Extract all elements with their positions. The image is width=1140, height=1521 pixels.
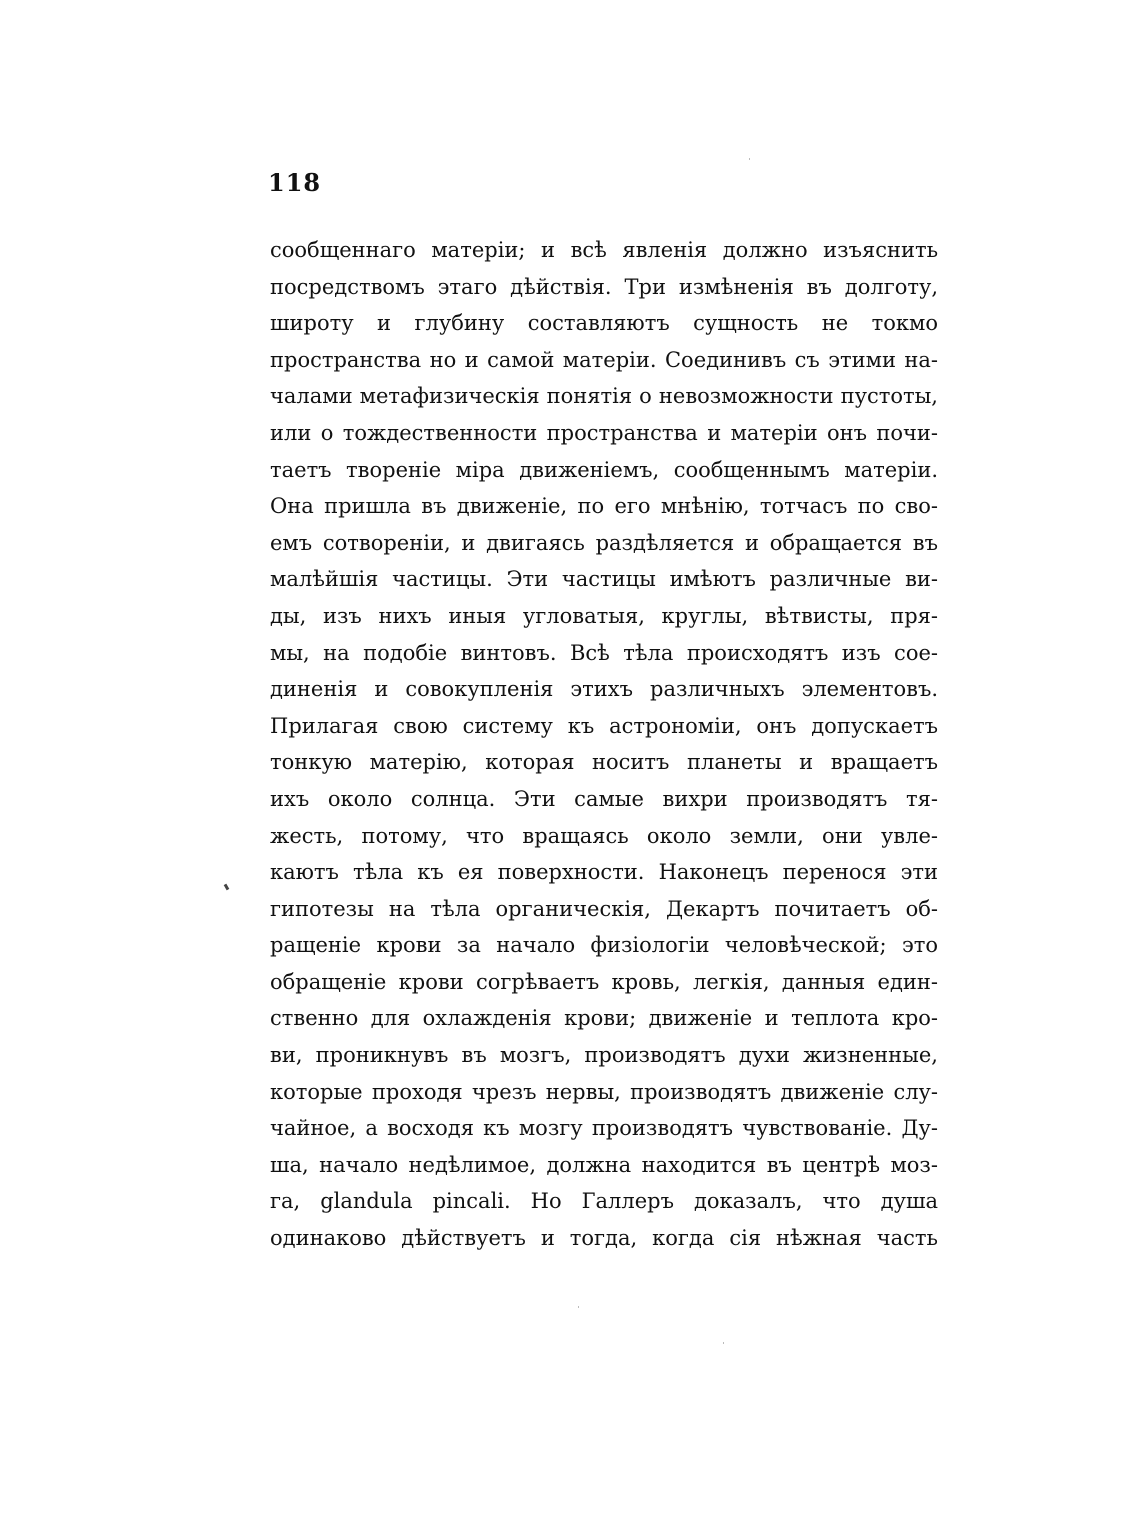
text-line: емъ сотвореніи, и двигаясь раздѣляется и обращается въ: [270, 530, 938, 555]
text-line: ша, начало недѣлимое, должна находится въ центрѣ моз-: [270, 1152, 938, 1177]
text-line: ви, проникнувъ въ мозгъ, производятъ духи жизненные,: [270, 1043, 938, 1068]
text-line: ихъ около солнца. Эти самые вихри производятъ тя-: [270, 786, 938, 811]
text-line: чайное, а восходя къ мозгу производятъ чувствованіе. Ду-: [270, 1116, 938, 1141]
text-line: или о тождественности пространства и матеріи онъ почи-: [270, 420, 938, 445]
scan-speck: [578, 1306, 579, 1308]
text-line: малѣйшія частицы. Эти частицы имѣютъ различные ви-: [270, 567, 938, 592]
text-line: ственно для охлажденія крови; движеніе и теплота кро-: [270, 1006, 938, 1031]
scan-speck: [749, 158, 750, 160]
body-text: [270, 232, 938, 1257]
text-line: диненія и совокупленія этихъ различныхъ элементовъ.: [270, 677, 938, 702]
text-line: Прилагая свою систему къ астрономіи, онъ допускаетъ: [270, 713, 938, 738]
text-line: гипотезы на тѣла органическія, Декартъ почитаетъ об-: [270, 896, 938, 921]
text-line: одинаково дѣйствуетъ и тогда, когда сія нѣжная часть: [270, 1226, 938, 1251]
text-line: сообщеннаго матеріи; и всѣ явленія должно изъяснить: [270, 238, 938, 262]
text-line: ды, изъ нихъ иныя угловатыя, круглы, вѣтвисты, пря-: [270, 603, 938, 628]
text-line: которые проходя чрезъ нервы, производятъ движеніе слу-: [270, 1079, 938, 1104]
text-line: Она пришла въ движеніе, по его мнѣнію, тотчасъ по сво-: [270, 494, 938, 519]
text-line: мы, на подобіе винтовъ. Всѣ тѣла происходятъ изъ сое-: [270, 640, 938, 665]
text-line: га, glandula pincali. Но Галлеръ доказалъ, что душа: [270, 1189, 938, 1214]
text-line: тонкую матерію, которая носитъ планеты и вращаетъ: [270, 750, 938, 775]
text-line: каютъ тѣла къ ея поверхности. Наконецъ перенося эти: [270, 860, 938, 885]
text-line: ращеніе крови за начало физіологіи человѣческой; это: [270, 933, 938, 958]
scan-speck: [224, 884, 230, 891]
text-line: обращеніе крови согрѣваетъ кровь, легкія, данныя един-: [270, 969, 938, 994]
text-line: пространства но и самой матеріи. Соединивъ съ этими на-: [270, 347, 938, 372]
text-line: широту и глубину составляютъ сущность не токмо: [270, 311, 938, 336]
scan-speck: [723, 1342, 724, 1344]
text-line: чалами метафизическія понятія о невозможности пустоты,: [270, 384, 938, 409]
page-number: 118: [268, 168, 322, 197]
text-line: посредствомъ этаго дѣйствія. Три измѣненія въ долготу,: [270, 274, 938, 299]
text-line: жесть, потому, что вращаясь около земли, они увле-: [270, 823, 938, 848]
text-line: таетъ твореніе міра движеніемъ, сообщеннымъ матеріи.: [270, 457, 938, 482]
